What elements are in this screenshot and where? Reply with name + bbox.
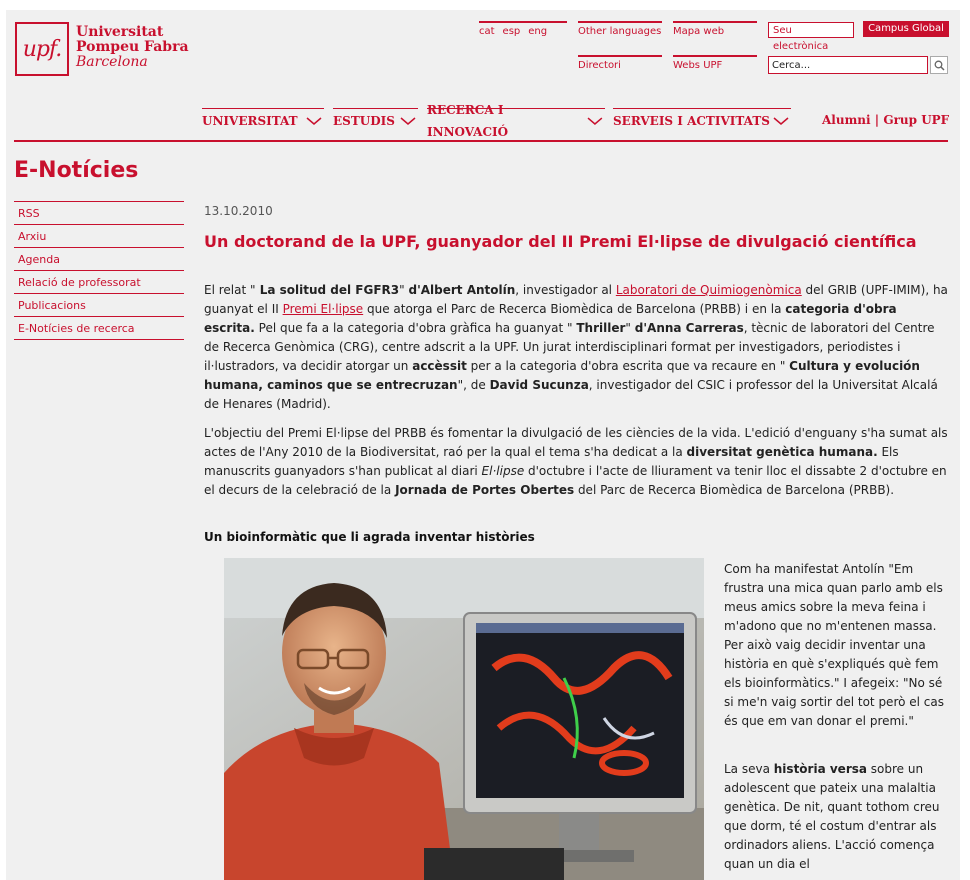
upf-logo-text [76, 25, 189, 70]
nav-alumni-link[interactable]: Alumni [822, 113, 871, 127]
language-links [479, 21, 567, 37]
logo-line-3: Barcelona [76, 54, 148, 70]
article-paragraph-1: El relat " La solitud del FGFR3" d'Albert Antolín, investigador al Laboratori de Quimiogenòmica del GRIB (UPF-IMIM), ha guanyat el II Premi El·lipse que atorga el Parc de Recerca Biomèdica de Barcelona (PRBB) i en la categoria d'obra escrita. Pel que fa a la categoria d'obra gràfica ha guanyat " Thriller" d'Anna Carreras, tècnic de laboratori del Centre de Recerca Genòmica (CRG), centre adscrit a la UPF. Un jurat interdisciplinari format per investigadors, periodistes i il·lustradors, va decidir atorgar un accèssit per a la categoria d'obra escrita que va recaure en " Cultura y evolución humana, caminos que se entrecruzan", de David Sucunza, investigador del CSIC i professor del la Universitat Alcalá de Henares (Madrid). [204, 283, 948, 411]
sidebar-item-publicacions[interactable]: Publicacions [14, 293, 184, 316]
logo-line-2: Pompeu Fabra [76, 39, 189, 55]
nav-right-links [822, 109, 949, 131]
chevron-down-icon [306, 116, 322, 126]
chevron-down-icon [400, 116, 416, 126]
search-input[interactable] [768, 56, 928, 74]
nav-separator: | [874, 113, 880, 127]
upf-logo-mark: upf. [15, 22, 69, 76]
upf-logo[interactable] [15, 22, 189, 76]
article-paragraph-3: Com ha manifestat Antolín "Em frustra una mica quan parlo amb els meus amics sobre la meva feina i m'adono que no m'entenen massa. Per això vaig decidir inventar una història en què s'expliqués què fem els bioinformàtics." I afegeix: "No sé si me'n vaig sortir del tot però el cas és que em van donar el premi." [724, 562, 945, 728]
logo-line-1: Universitat [76, 24, 164, 40]
nav-recerca-label: RECERCA I INNOVACIÓ [427, 103, 509, 139]
nav-estudis[interactable] [333, 108, 418, 133]
article-date: 13.10.2010 [204, 204, 273, 218]
campus-global-button[interactable]: Campus Global [863, 21, 949, 37]
article-photo [224, 558, 704, 880]
other-languages-link[interactable]: Other languages [578, 21, 662, 37]
lang-esp-link[interactable]: esp [502, 26, 521, 37]
sidebar-item-arxiu[interactable]: Arxiu [14, 224, 184, 247]
chevron-down-icon [587, 116, 603, 126]
article-paragraph-2: L'objectiu del Premi El·lipse del PRBB és fomentar la divulgació de les ciències de la vida. L'edició d'enguany s'ha sumat als actes de l'Any 2010 de la Biodiversitat, raó per la qual el tema s'ha dedicat a la diversitat genètica humana. Els manuscrits guanyadors s'han publicat al diari El·lipse d'octubre i l'acte de lliurament va tenir lloc el dissabte 2 d'octubre en el decurs de la celebració de la Jornada de Portes Obertes del Parc de Recerca Biomèdica de Barcelona (PRBB). [204, 426, 948, 497]
webs-upf-link[interactable]: Webs UPF [673, 55, 757, 71]
article-headline: Un doctorand de la UPF, guanyador del II Premi El·lipse de divulgació científica [204, 232, 917, 251]
page [6, 10, 960, 880]
sidebar-item-enoticies-recerca[interactable]: E-Notícies de recerca [14, 316, 184, 340]
page-title: E-Notícies [14, 158, 139, 183]
nav-serveis-label: SERVEIS I ACTIVITATS [613, 114, 770, 128]
premi-ellipse-link[interactable]: Premi El·lipse [282, 302, 364, 316]
nav-estudis-label: ESTUDIS [333, 114, 395, 128]
search-button[interactable] [930, 56, 948, 74]
sidebar-item-professorat[interactable]: Relació de professorat [14, 270, 184, 293]
nav-universitat[interactable] [202, 108, 324, 133]
nav-divider [14, 140, 948, 142]
lang-eng-link[interactable]: eng [528, 26, 548, 37]
search-icon [934, 60, 945, 71]
sidebar-item-agenda[interactable]: Agenda [14, 247, 184, 270]
seu-electronica-button[interactable]: Seu electrònica [768, 22, 854, 38]
sidebar [14, 201, 184, 340]
directori-link[interactable]: Directori [578, 55, 662, 71]
article-paragraph-4: La seva història versa sobre un adolescent que pateix una malaltia genètica. De nit, quant tothom creu que dorm, té el costum d'entrar als ordinadors aliens. L'acció comença quan un dia el [724, 762, 940, 871]
nav-grup-upf-link[interactable]: Grup UPF [883, 113, 950, 127]
nav-serveis[interactable] [613, 108, 791, 133]
nav-recerca[interactable] [427, 103, 605, 139]
article-subheading: Un bioinformàtic que li agrada inventar històries [204, 530, 535, 544]
chevron-down-icon [773, 116, 789, 126]
lang-cat-link[interactable]: cat [479, 26, 495, 37]
laboratori-quimiogenomica-link[interactable]: Laboratori de Quimiogenòmica [615, 283, 802, 297]
mapa-web-link[interactable]: Mapa web [673, 21, 757, 37]
sidebar-item-rss[interactable]: RSS [14, 201, 184, 224]
researcher-photo-image [224, 558, 704, 880]
nav-universitat-label: UNIVERSITAT [202, 114, 298, 128]
